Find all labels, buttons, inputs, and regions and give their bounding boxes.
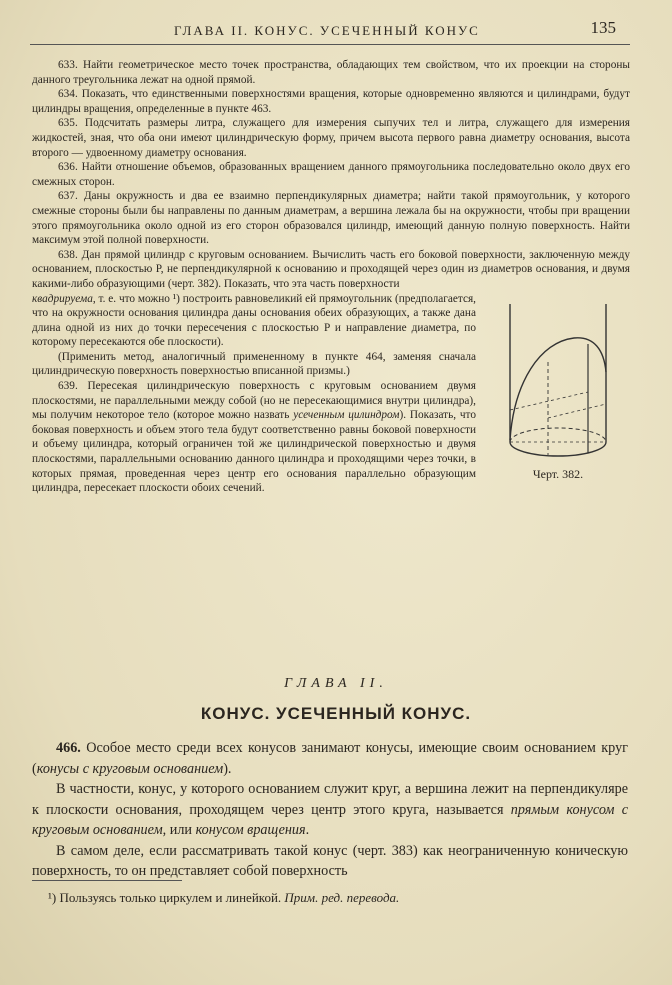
page-number: 135 [590,18,616,37]
chapter-title: КОНУС. УСЕЧЕННЫЙ КОНУС. [200,704,472,723]
cylinder-drawing [490,292,626,462]
term-truncated-cylinder: усеченным цилиндром [293,409,400,422]
chapter-body [32,738,628,882]
cylinder-base-front [510,442,606,456]
paragraph-definition-text-a: В частности, конус, у которого основанием служит круг, а вершина лежит на перпендикуляре к плоскости основания, проходящем через центр этого круга, называется [32,781,628,818]
section-curve [510,337,606,439]
cylinder-base-back [510,428,606,442]
paragraph-definition-text-b: , или [162,822,193,838]
chapter-label: ГЛАВА II. [284,676,388,691]
paragraph-466 [32,738,628,779]
running-head-title: ГЛАВА II. КОНУС. УСЕЧЕННЫЙ КОНУС [174,23,480,38]
problem-636: 636. Найти отношение объемов, образованных вращением данного прямоугольника последовательно около двух его смежных сторон. [32,161,630,188]
plane-trace-1 [510,392,588,410]
footnote [48,890,399,906]
paragraph-definition [32,779,628,841]
problem-634: 634. Показать, что единственными поверхностями вращения, которые одновременно являются и цилиндрами, будут цилиндры вращения, определенные в пункте 463. [32,88,630,115]
figure-382 [490,292,626,482]
problem-list [32,58,630,496]
footnote-rule [32,880,182,881]
problem-639-text-a: 639. Пересекая цилиндрическую поверхность с круговым основанием двумя плоскостями, не параллельными между собой (но не пересекающимися внутри цилиндра), мы получим некоторое тело (которое можно назвать [32,380,476,422]
problem-638-text-b: , т. е. что можно [92,292,170,305]
header-rule [30,44,630,45]
problem-639-text-b: ). Показать, что боковая поверхность и объем этого тела будут соответственно равны боковой поверхности и объему цилиндра, который ограничен той же цилиндрической поверхностью и двумя плоскостями, параллельными основанию данного цилиндра и проходящими через точки, в которых прямая, проведенная через центр его основания параллельно образующим цилиндра, пересекает плоскости обоих сечений. [32,409,476,495]
plane-trace-2 [548,404,606,418]
problem-635: 635. Подсчитать размеры литра, служащего для измерения сыпучих тел и литра, служащего для измерения жидкостей, зная, что оба они имеют цилиндрическую форму, причем высота первого равна диаметру основания, высота второго — удвоенному диаметру основания. [32,117,630,159]
paragraph-466-text-b: ). [223,760,232,777]
problem-638-wrap [32,292,630,496]
problem-633: 633. Найти геометрическое место точек пространства, обладающих тем свойством, что их проекции на стороны данного треугольника лежат на одной прямой. [32,59,630,86]
problem-638 [32,248,630,292]
figure-caption: Черт. 382. [532,466,584,481]
problem-638-text-a: 638. Дан прямой цилиндр с круговым основанием. Вычислить часть его боковой поверхности, заключенную между основанием, плоскостью P, не перпендикулярной к основанию и проходящей через один из диаметров основания, и двумя какими-либо образующими (черт. 382). Показать, что эта часть поверхности [32,248,630,290]
footnote-marker: ¹) [172,292,180,305]
problem-638-note: (Применить метод, аналогичный примененному в пункте 464, заменяя сначала цилиндрическую поверхность поверхностью вписанной призмы.) [32,350,476,378]
term-cone-of-revolution: конусом вращения [195,822,306,838]
running-head [160,20,620,42]
problem-638-text-c: построить равновеликий ей прямоугольник (предполагается, что на окружности основания цилиндра даны основания обеих образующих, а также дана длина одной из них до точки пересечения с плоскостью P и направление диаметра, по которому пересекаются обе плоскости). [32,292,476,349]
footnote-mark: ¹) [48,890,57,905]
paragraph-indeed: В самом деле, если рассматривать такой конус (черт. 383) как неограниченную коническую поверхность, то он представляет собой поверхность [32,842,628,879]
footnote-text: Пользуясь только циркулем и линейкой. [59,890,282,905]
section-number: 466. [56,740,81,756]
term-quadrable: квадрируема [32,292,93,305]
paragraph-466-text-a: Особое место среди всех конусов занимают конусы, имеющие своим основанием круг ( [32,740,628,777]
problem-637: 637. Даны окружность и два ее взаимно перпендикулярных диаметра; найти такой прямоугольник, у которого смежные стороны были бы направлены по данным диаметрам, а вершина лежала бы на окружности, чтобы при вращении этого прямоугольника около одной из его сторон образовался цилиндр, имеющий данную полную поверхность. Найти максимум этой полной поверхности. [32,190,630,247]
paragraph-definition-text-c: . [305,822,310,838]
term-circular-base-cones: конусы с круговым основанием [36,760,224,777]
term-right-circular-cone: прямым конусом с круговым основанием [32,801,628,838]
footnote-attribution: Прим. ред. перевода. [284,890,400,905]
